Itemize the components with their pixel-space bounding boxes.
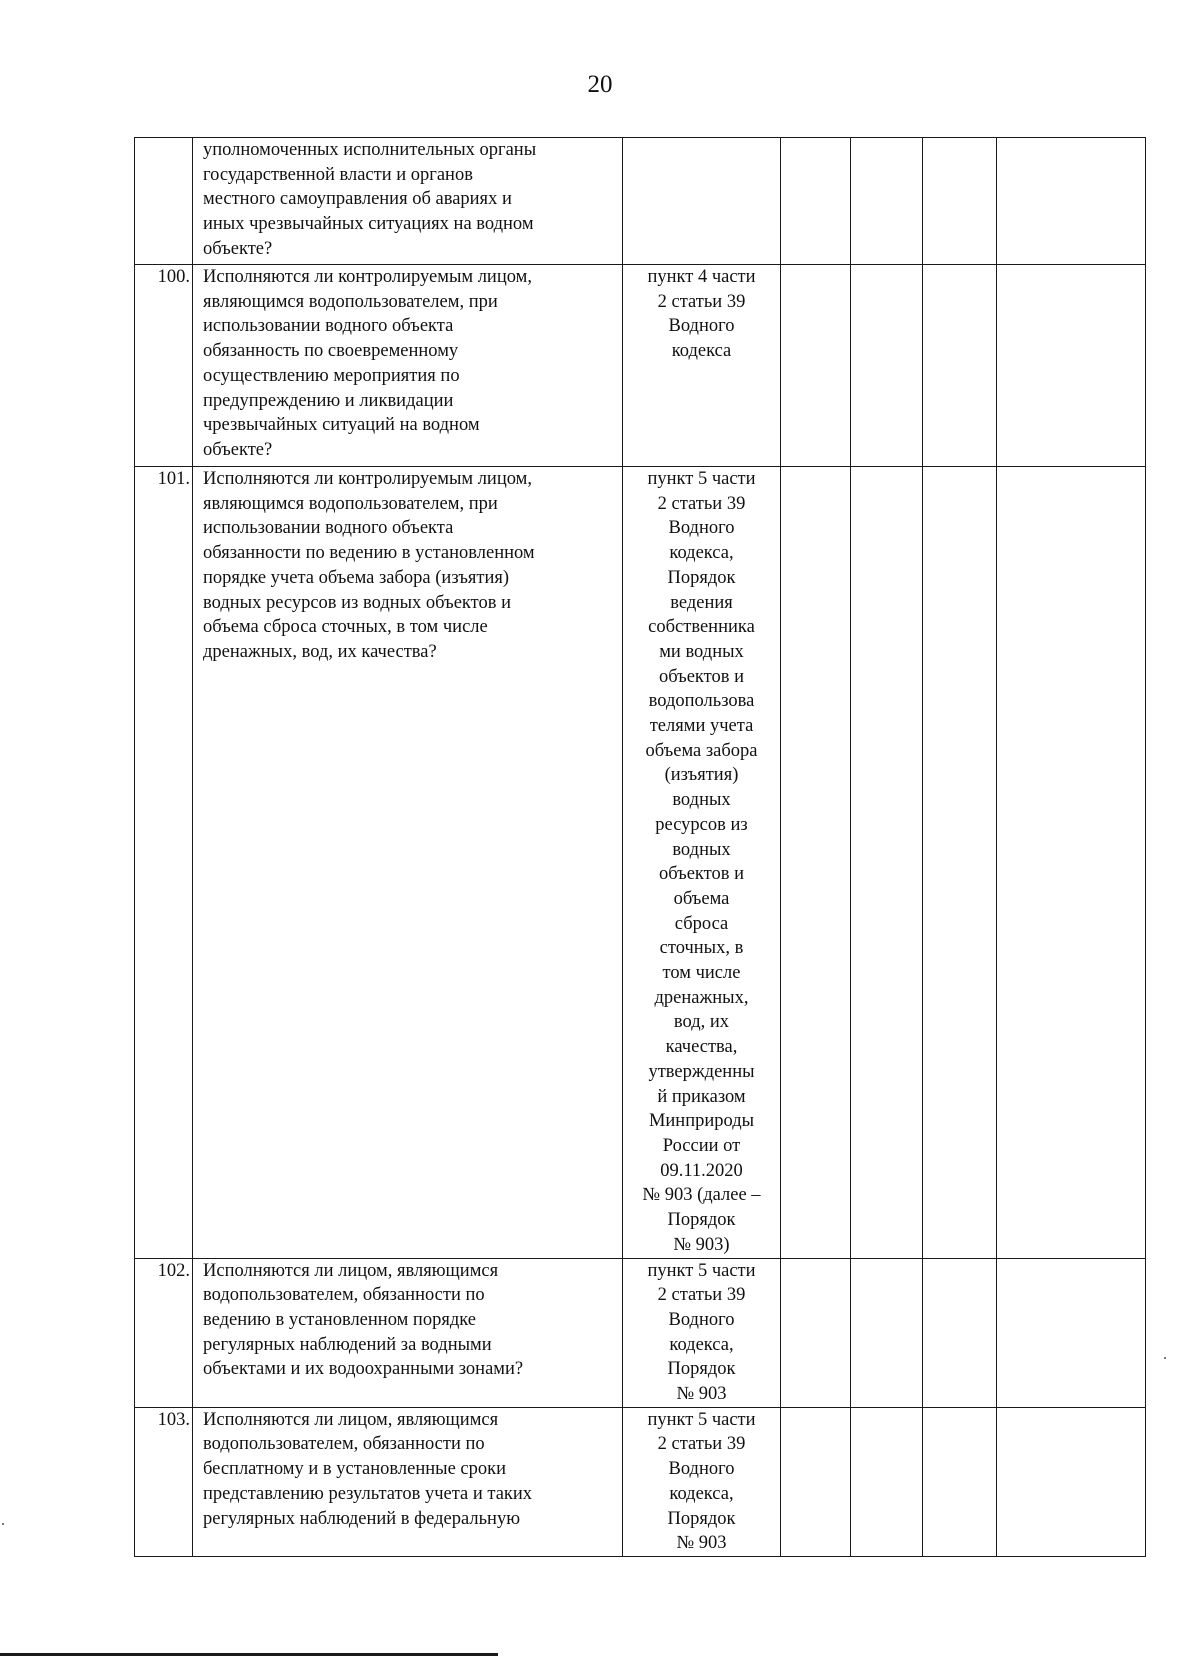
table-row	[135, 1258, 1146, 1407]
legal-basis-line: ведения	[670, 592, 733, 613]
question-line: регулярных наблюдений за водными	[203, 1334, 492, 1355]
answer-no-cell	[851, 138, 923, 265]
legal-basis-line: телями учета	[649, 716, 754, 737]
question-line: использовании водного объекта	[203, 518, 454, 539]
row-number	[135, 138, 193, 265]
legal-basis-line: 2 статьи 39	[657, 493, 746, 514]
answer-yes-cell	[781, 467, 851, 1259]
answer-yes-cell	[781, 265, 851, 467]
question-line: являющимся водопользователем, при	[203, 493, 498, 514]
table-body	[135, 138, 1146, 1557]
legal-basis-line: водных	[672, 839, 731, 860]
legal-basis-line: сброса	[674, 913, 729, 934]
not-applicable-cell	[923, 1407, 997, 1556]
legal-basis-line: кодекса,	[669, 1483, 734, 1504]
legal-basis-line: 09.11.2020	[660, 1160, 743, 1181]
question-line: водопользователем, обязанности по	[203, 1434, 485, 1455]
legal-basis-line: объектов и	[658, 666, 745, 687]
not-applicable-cell	[923, 467, 997, 1259]
legal-basis-line: ми водных	[659, 641, 744, 662]
legal-basis-line: России от	[662, 1135, 741, 1156]
question-cell	[193, 467, 623, 1259]
row-number: 103.	[135, 1407, 193, 1556]
answer-no-cell	[851, 265, 923, 467]
legal-basis-line: вод, их	[673, 1012, 730, 1033]
question-cell	[193, 138, 623, 265]
scan-speck	[2, 1523, 4, 1525]
question-line: Исполняются ли контролируемым лицом,	[203, 469, 532, 489]
question-line: уполномоченных исполнительных органы	[203, 140, 537, 160]
answer-no-cell	[851, 1407, 923, 1556]
question-line: Исполняются ли лицом, являющимся	[203, 1409, 499, 1430]
notes-cell	[997, 265, 1146, 467]
question-cell	[193, 1407, 623, 1556]
legal-basis-line: № 903	[676, 1384, 727, 1405]
legal-basis-line: № 903)	[673, 1234, 730, 1255]
not-applicable-cell	[923, 138, 997, 265]
question-line: Исполняются ли контролируемым лицом,	[203, 267, 532, 287]
question-line: объема сброса сточных, в том числе	[203, 617, 488, 638]
table-row	[135, 265, 1146, 467]
page-number: 20	[587, 71, 613, 98]
bottom-rule	[0, 1653, 498, 1656]
not-applicable-cell	[923, 265, 997, 467]
question-line: водных ресурсов из водных объектов и	[203, 592, 512, 613]
row-number: 101.	[135, 467, 193, 1259]
legal-basis-line: Водного	[668, 518, 735, 539]
question-line: предупреждению и ликвидации	[203, 390, 454, 411]
legal-basis-line: Порядок	[667, 567, 736, 588]
legal-basis-line: пункт 5 части	[647, 1260, 756, 1281]
answer-no-cell	[851, 467, 923, 1259]
question-line: Исполняются ли лицом, являющимся	[203, 1260, 499, 1281]
legal-basis-line: утвержденны	[648, 1061, 755, 1082]
legal-basis-line: № 903 (далее –	[642, 1185, 761, 1206]
notes-cell	[997, 467, 1146, 1259]
legal-basis-line: Порядок	[667, 1508, 736, 1529]
question-line: обязанность по своевременному	[203, 341, 459, 362]
legal-basis-line: водопользова	[648, 691, 755, 712]
legal-basis-line: Водного	[668, 316, 735, 337]
legal-basis-cell	[623, 1407, 781, 1556]
answer-yes-cell	[781, 1407, 851, 1556]
legal-basis-line: том числе	[662, 963, 741, 984]
legal-basis-line: Порядок	[667, 1210, 736, 1231]
question-line: государственной власти и органов	[203, 164, 473, 185]
legal-basis-line: собственника	[648, 617, 755, 638]
table-row	[135, 138, 1146, 265]
notes-cell	[997, 138, 1146, 265]
legal-basis-cell	[623, 265, 781, 467]
legal-basis-line: объема забора	[645, 740, 758, 761]
legal-basis-line: Водного	[668, 1309, 735, 1330]
question-line: дренажных, вод, их качества?	[203, 641, 437, 662]
legal-basis-line: кодекса,	[669, 1334, 734, 1355]
question-line: обязанности по ведению в установленном	[203, 543, 535, 564]
legal-basis-line: объектов и	[658, 864, 745, 885]
legal-basis-line: Водного	[668, 1459, 735, 1480]
legal-basis-cell	[623, 467, 781, 1259]
question-line: местного самоуправления об авариях и	[203, 189, 512, 210]
question-line: ведению в установленном порядке	[203, 1309, 476, 1330]
legal-basis-line: дренажных,	[654, 987, 749, 1008]
legal-basis-line: водных	[672, 790, 731, 811]
answer-no-cell	[851, 1258, 923, 1407]
legal-basis-line: пункт 4 части	[647, 267, 756, 287]
legal-basis-line: 2 статьи 39	[657, 291, 746, 312]
legal-basis-line: кодекса,	[669, 543, 734, 564]
question-line: водопользователем, обязанности по	[203, 1285, 485, 1306]
question-cell	[193, 265, 623, 467]
legal-basis-line: кодекса	[671, 341, 732, 362]
table-row	[135, 467, 1146, 1259]
not-applicable-cell	[923, 1258, 997, 1407]
question-line: использовании водного объекта	[203, 316, 454, 337]
question-line: иных чрезвычайных ситуациях на водном	[203, 214, 534, 235]
legal-basis-line: 2 статьи 39	[657, 1285, 746, 1306]
legal-basis-line: пункт 5 части	[647, 1409, 756, 1430]
legal-basis-line: объема	[673, 888, 730, 909]
question-line: бесплатному и в установленные сроки	[203, 1459, 507, 1480]
question-line: порядке учета объема забора (изъятия)	[203, 567, 510, 588]
legal-basis-line: 2 статьи 39	[657, 1434, 746, 1455]
answer-yes-cell	[781, 1258, 851, 1407]
question-line: чрезвычайных ситуаций на водном	[203, 415, 480, 436]
question-line: объекте?	[203, 238, 273, 259]
answer-yes-cell	[781, 138, 851, 265]
table-row	[135, 1407, 1146, 1556]
scan-speck	[1164, 1357, 1166, 1359]
row-number: 102.	[135, 1258, 193, 1407]
notes-cell	[997, 1407, 1146, 1556]
question-line: являющимся водопользователем, при	[203, 291, 498, 312]
legal-basis-line: (изъятия)	[664, 765, 739, 786]
question-line: объекте?	[203, 439, 273, 460]
legal-basis-line: сточных, в	[659, 938, 744, 959]
legal-basis-cell	[623, 1258, 781, 1407]
legal-basis-line: пункт 5 части	[647, 469, 756, 489]
row-number: 100.	[135, 265, 193, 467]
question-line: объектами и их водоохранными зонами?	[203, 1359, 524, 1380]
question-cell	[193, 1258, 623, 1407]
legal-basis-line: й приказом	[657, 1086, 746, 1107]
legal-basis-cell	[623, 138, 781, 265]
legal-basis-line: Порядок	[667, 1359, 736, 1380]
checklist-table	[134, 137, 1146, 1557]
legal-basis-line: ресурсов из	[655, 814, 748, 835]
notes-cell	[997, 1258, 1146, 1407]
question-line: осуществлению мероприятия по	[203, 365, 460, 386]
question-line: регулярных наблюдений в федеральную	[203, 1508, 521, 1529]
legal-basis-line: качества,	[665, 1037, 738, 1058]
legal-basis-line: № 903	[676, 1533, 727, 1554]
legal-basis-line: Минприроды	[648, 1111, 755, 1132]
question-line: представлению результатов учета и таких	[203, 1483, 533, 1504]
